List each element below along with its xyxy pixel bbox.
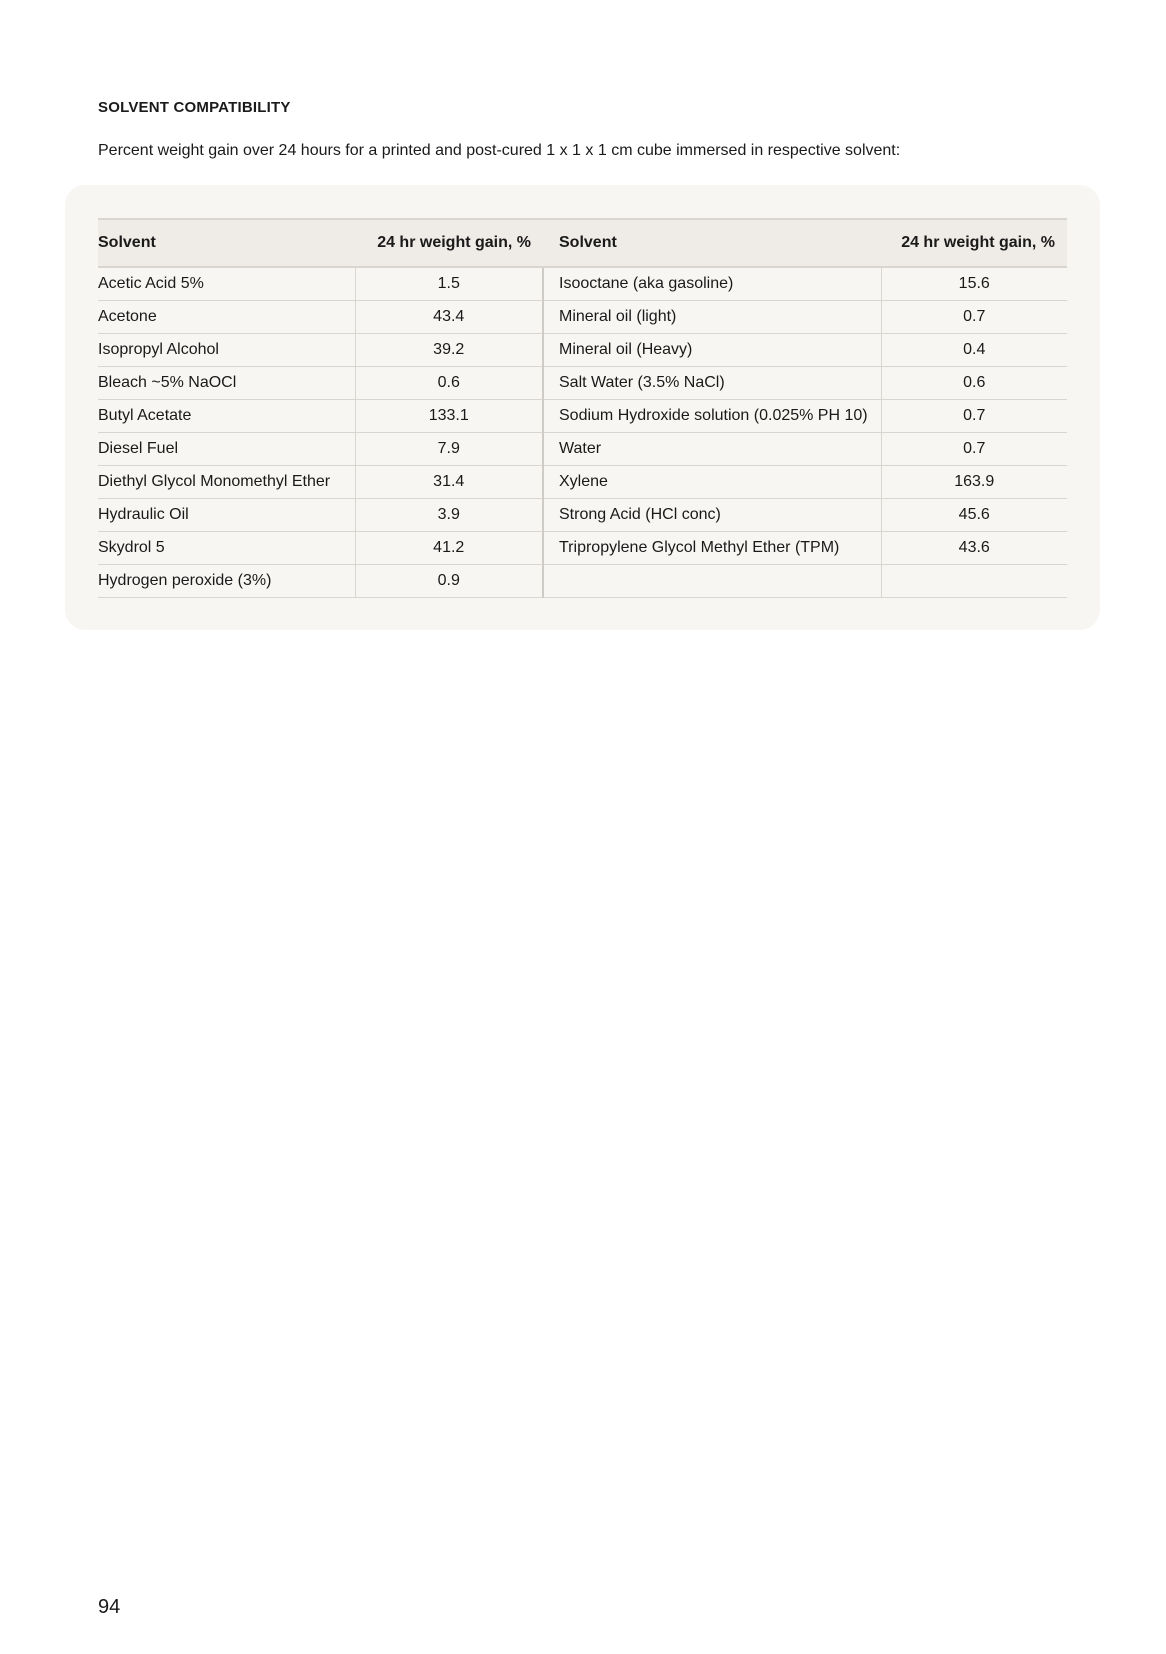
weight-gain-value: 31.4 (355, 465, 543, 498)
solvent-name: Butyl Acetate (98, 399, 355, 432)
weight-gain-value: 45.6 (881, 498, 1067, 531)
weight-gain-value: 1.5 (355, 267, 543, 300)
weight-gain-value: 15.6 (881, 267, 1067, 300)
section-title: SOLVENT COMPATIBILITY (98, 99, 291, 116)
header-solvent: Solvent (98, 219, 355, 267)
solvent-name: Mineral oil (light) (543, 300, 881, 333)
weight-gain-value: 41.2 (355, 531, 543, 564)
solvent-name: Diesel Fuel (98, 432, 355, 465)
solvent-name (543, 564, 881, 597)
header-solvent: Solvent (543, 219, 881, 267)
solvent-name: Strong Acid (HCl conc) (543, 498, 881, 531)
table-row (98, 267, 1067, 300)
solvent-name: Salt Water (3.5% NaCl) (543, 366, 881, 399)
weight-gain-value: 0.6 (355, 366, 543, 399)
header-weight-gain: 24 hr weight gain, % (355, 219, 543, 267)
table-panel (65, 185, 1100, 630)
solvent-name: Tripropylene Glycol Methyl Ether (TPM) (543, 531, 881, 564)
solvent-name: Water (543, 432, 881, 465)
weight-gain-value: 0.7 (881, 300, 1067, 333)
weight-gain-value: 43.4 (355, 300, 543, 333)
weight-gain-value: 43.6 (881, 531, 1067, 564)
solvent-name: Acetone (98, 300, 355, 333)
solvent-name: Isopropyl Alcohol (98, 333, 355, 366)
table-row (98, 564, 1067, 597)
solvent-name: Xylene (543, 465, 881, 498)
page-number: 94 (98, 1596, 121, 1618)
solvent-name: Mineral oil (Heavy) (543, 333, 881, 366)
weight-gain-value: 0.7 (881, 432, 1067, 465)
solvent-name: Skydrol 5 (98, 531, 355, 564)
weight-gain-value: 0.9 (355, 564, 543, 597)
solvent-name: Isooctane (aka gasoline) (543, 267, 881, 300)
weight-gain-value: 133.1 (355, 399, 543, 432)
weight-gain-value: 7.9 (355, 432, 543, 465)
weight-gain-value: 39.2 (355, 333, 543, 366)
weight-gain-value: 0.4 (881, 333, 1067, 366)
header-weight-gain: 24 hr weight gain, % (881, 219, 1067, 267)
solvent-name: Sodium Hydroxide solution (0.025% PH 10) (543, 399, 881, 432)
intro-text: Percent weight gain over 24 hours for a printed and post-cured 1 x 1 x 1 cm cube immersed in respective solvent: (98, 142, 901, 159)
table-row (98, 333, 1067, 366)
table-row (98, 366, 1067, 399)
weight-gain-value: 3.9 (355, 498, 543, 531)
table-row (98, 498, 1067, 531)
solvent-name: Acetic Acid 5% (98, 267, 355, 300)
solvent-name: Hydrogen peroxide (3%) (98, 564, 355, 597)
table-row (98, 399, 1067, 432)
table-row (98, 531, 1067, 564)
weight-gain-value: 163.9 (881, 465, 1067, 498)
table-row (98, 432, 1067, 465)
solvent-name: Diethyl Glycol Monomethyl Ether (98, 465, 355, 498)
table-header-row (98, 219, 1067, 267)
table-row (98, 465, 1067, 498)
weight-gain-value: 0.7 (881, 399, 1067, 432)
solvent-name: Bleach ~5% NaOCl (98, 366, 355, 399)
solvent-table (98, 218, 1067, 598)
weight-gain-value (881, 564, 1067, 597)
table-row (98, 300, 1067, 333)
solvent-name: Hydraulic Oil (98, 498, 355, 531)
weight-gain-value: 0.6 (881, 366, 1067, 399)
